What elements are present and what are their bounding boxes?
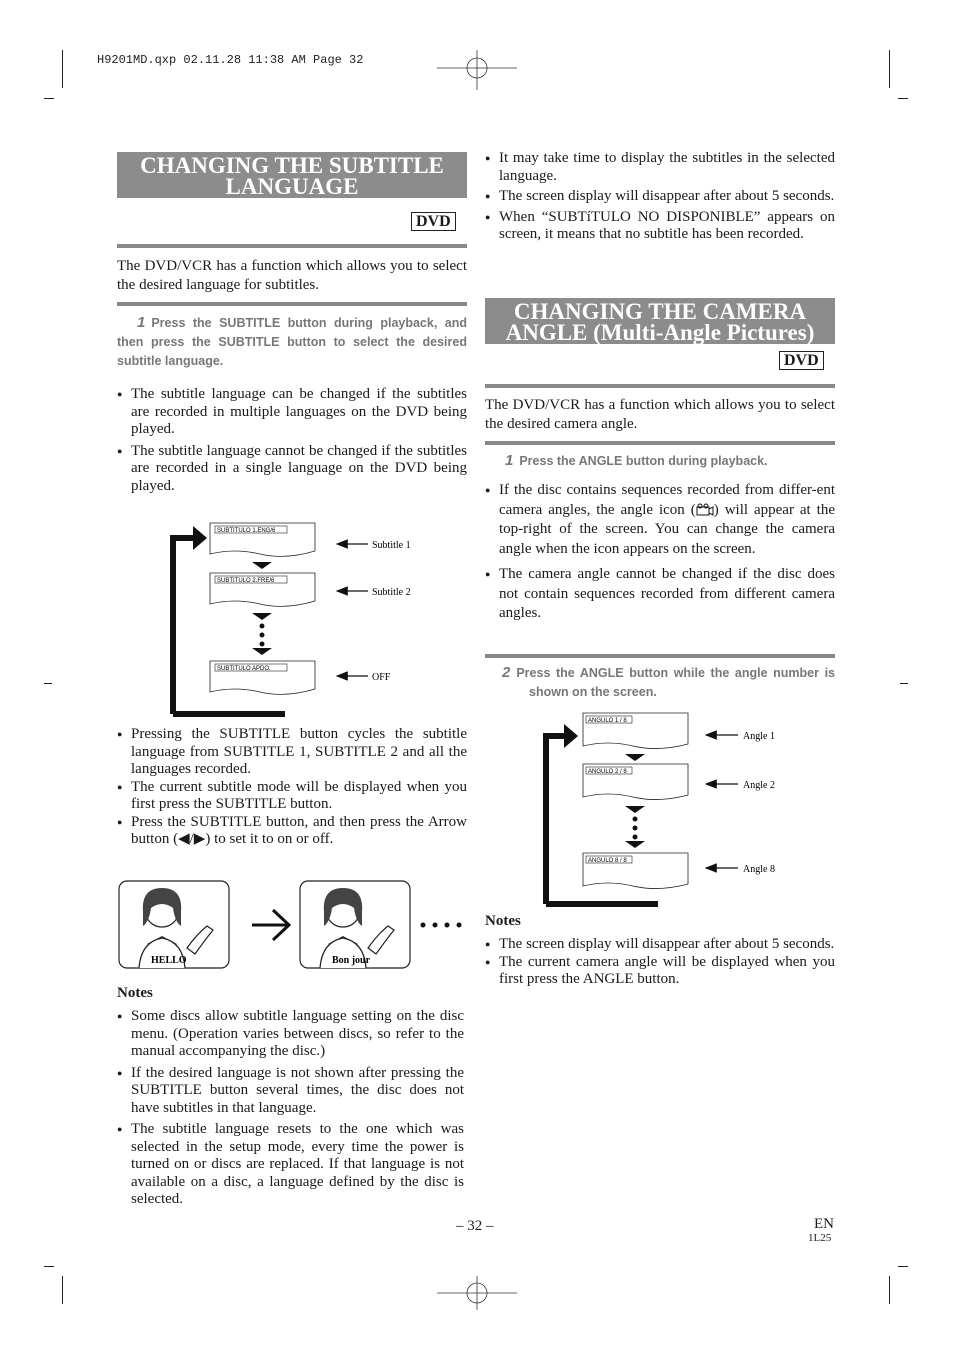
subtitle-illustration bbox=[117, 880, 467, 972]
girl-illustration-2 bbox=[300, 881, 410, 968]
subtitle-bullets-3 bbox=[485, 150, 835, 244]
svg-text:Angle 2: Angle 2 bbox=[743, 780, 775, 791]
subtitle-bullets-1 bbox=[117, 386, 467, 495]
screen-frame bbox=[210, 573, 315, 606]
list-item: ● Some discs allow subtitle language setting on the disc menu. (Operation varies between discs, so refer to the manual accompanying the disc.) bbox=[117, 1008, 464, 1061]
list-item: ● Press the SUBTITLE button, and then press the Arrow button (◀/▶) to set it to on or off. bbox=[117, 814, 467, 849]
screen-frame bbox=[583, 764, 688, 800]
svg-text:OFF: OFF bbox=[372, 672, 391, 683]
svg-text:SUBTITULO APDO.: SUBTITULO APDO. bbox=[217, 666, 271, 672]
section-rule bbox=[485, 441, 835, 445]
girl-illustration-1 bbox=[119, 881, 229, 968]
dvd-badge: DVD bbox=[411, 212, 456, 231]
angle-intro: The DVD/VCR has a function which allows you to select the desired camera angle. bbox=[485, 397, 835, 432]
svg-text:Bon jour: Bon jour bbox=[332, 955, 371, 966]
list-item: ● The subtitle language resets to the one which was selected in the setup mode, every time the power is turned on or discs are replaced. If that language is not available on a disc, a language defined by the disc is selected. bbox=[117, 1121, 464, 1209]
svg-text:Subtitle 2: Subtitle 2 bbox=[372, 587, 411, 598]
notes-heading: Notes bbox=[485, 913, 521, 929]
angle-notes bbox=[485, 936, 835, 989]
ellipsis-dots bbox=[421, 923, 462, 928]
list-item: ● When “SUBTíTULO NO DISPONIBLE” appears on screen, it means that no subtitle has been recorded. bbox=[485, 209, 835, 244]
svg-text:ANGULO 8 / 8: ANGULO 8 / 8 bbox=[588, 858, 627, 864]
svg-text:Angle 8: Angle 8 bbox=[743, 864, 775, 875]
angle-step-1: 1 Press the ANGLE button during playback. bbox=[505, 452, 768, 469]
subtitle-cycle-diagram bbox=[165, 518, 435, 718]
list-item: ● The camera angle cannot be changed if the disc does not contain sequences recorded from different camera angles. bbox=[485, 565, 835, 624]
list-item: ● Pressing the SUBTITLE button cycles the subtitle language from SUBTITLE 1, SUBTITLE 2 and all the languages recorded. bbox=[117, 726, 467, 779]
angle-bullets bbox=[485, 481, 835, 624]
svg-text:SUBTITULO 1.ENG/6: SUBTITULO 1.ENG/6 bbox=[217, 528, 276, 534]
svg-text:ANGULO 1 / 8: ANGULO 1 / 8 bbox=[588, 718, 627, 724]
screen-frame bbox=[583, 713, 688, 749]
list-item: ● The screen display will disappear after about 5 seconds. bbox=[485, 936, 835, 954]
screen-frame bbox=[210, 523, 315, 556]
registration-mark-top bbox=[437, 50, 517, 90]
list-item: ● The screen display will disappear after about 5 seconds. bbox=[485, 188, 835, 206]
subtitle-step-1: 1 Press the SUBTITLE button during playback, and then press the SUBTITLE button to select the desired subtitle language. bbox=[117, 314, 467, 368]
list-item: ● The subtitle language cannot be changed if the subtitles are recorded in a single language on the DVD being played. bbox=[117, 443, 467, 496]
list-item: ● The subtitle language can be changed if the subtitles are recorded in multiple languages on the DVD being played. bbox=[117, 386, 467, 439]
document-code: 1L25 bbox=[808, 1232, 832, 1244]
list-item: ● It may take time to display the subtitles in the selected language. bbox=[485, 150, 835, 185]
svg-text:SUBTITULO 2.FRE/6: SUBTITULO 2.FRE/6 bbox=[217, 578, 275, 584]
svg-text:HELLO: HELLO bbox=[151, 955, 187, 966]
list-item: ● The current camera angle will be displayed when you first press the ANGLE button. bbox=[485, 954, 835, 989]
language-code: EN bbox=[814, 1216, 834, 1232]
arrow-right-icon bbox=[252, 910, 289, 940]
registration-mark-bottom bbox=[437, 1276, 517, 1310]
section-rule bbox=[485, 654, 835, 658]
svg-text:Subtitle 1: Subtitle 1 bbox=[372, 540, 411, 551]
screen-frame bbox=[583, 853, 688, 889]
list-item: ● The current subtitle mode will be displayed when you first press the SUBTITLE button. bbox=[117, 779, 467, 814]
page-number: – 32 – bbox=[456, 1218, 494, 1234]
svg-text:Angle 1: Angle 1 bbox=[743, 731, 775, 742]
camera-angle-icon bbox=[696, 503, 714, 516]
section-rule bbox=[117, 244, 467, 248]
list-item: ● If the desired language is not shown after pressing the SUBTITLE button several times, the disc does not have subtitles in that language. bbox=[117, 1065, 464, 1118]
notes-heading: Notes bbox=[117, 985, 153, 1001]
subtitle-intro: The DVD/VCR has a function which allows you to select the desired language for subtitles. bbox=[117, 258, 467, 293]
dvd-badge: DVD bbox=[779, 351, 824, 370]
subtitle-section-title: CHANGING THE SUBTITLE LANGUAGE bbox=[117, 152, 467, 198]
angle-cycle-diagram bbox=[538, 708, 798, 908]
svg-text:ANGULO 2 / 8: ANGULO 2 / 8 bbox=[588, 769, 627, 775]
angle-step-2: 2 Press the ANGLE button while the angle number is shown on the screen. bbox=[502, 664, 835, 699]
list-item: ● If the disc contains sequences recorded from differ-ent camera angles, the angle icon ( ) will appear at the top-right of the screen. You can change the camera angle when the icon appears on the screen. bbox=[485, 481, 835, 559]
section-rule bbox=[117, 302, 467, 306]
screen-frame bbox=[210, 661, 315, 694]
subtitle-bullets-2 bbox=[117, 726, 467, 849]
angle-section-title: CHANGING THE CAMERA ANGLE (Multi-Angle Pictures) bbox=[485, 298, 835, 344]
subtitle-notes bbox=[117, 1008, 464, 1209]
section-rule bbox=[485, 384, 835, 388]
file-header: H9201MD.qxp 02.11.28 11:38 AM Page 32 bbox=[97, 53, 364, 67]
